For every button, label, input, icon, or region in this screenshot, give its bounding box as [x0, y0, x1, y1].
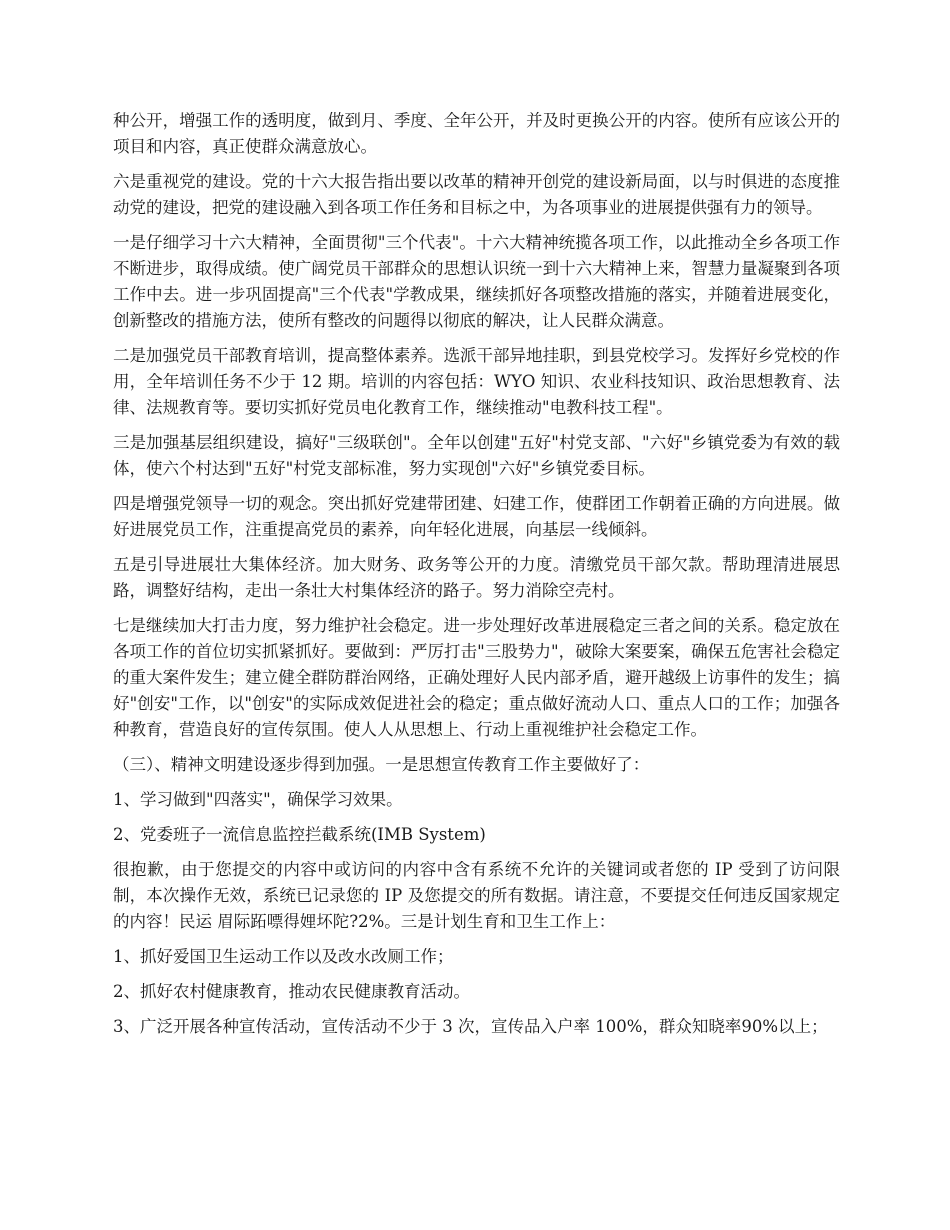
paragraph-collective-economy: 五是引导进展壮大集体经济。加大财务、政务等公开的力度。清缴党员干部欠款。帮助理清进展思路，调整好结构，走出一条壮大村集体经济的路子。努力消除空壳村。: [113, 555, 840, 600]
paragraph-blocked-notice: 很抱歉，由于您提交的内容中或访问的内容中含有系统不允许的关键词或者您的 IP 受到了访问限制，本次操作无效，系统已记录您的 IP 及您提交的所有数据。请注意，不要提交任何违反国家规定的内容！民运 眉际跖嘌得娌坏陀?2%。三是计划生育和卫生工作上：: [113, 860, 840, 931]
paragraph-disclosure: 种公开，增强工作的透明度，做到月、季度、全年公开，并及时更换公开的内容。使所有应该公开的项目和内容，真正使群众满意放心。: [113, 111, 840, 156]
paragraph-health-item-1: 1、抓好爱国卫生运动工作以及改水改厕工作；: [113, 947, 454, 966]
paragraph-party-building: 六是重视党的建设。党的十六大报告指出要以改革的精神开创党的建设新局面，以与时俱进的态度推动党的建设，把党的建设融入到各项工作任务和目标之中，为各项事业的进展提供强有力的领导。: [113, 172, 840, 217]
paragraph-list-item-1: 1、学习做到"四落实"，确保学习效果。: [113, 790, 403, 809]
paragraph-study-spirit: 一是仔细学习十六大精神，全面贯彻"三个代表"。十六大精神统揽各项工作，以此推动全乡各项工作不断进步，取得成绩。使广阔党员干部群众的思想认识统一到十六大精神上来，智慧力量凝聚到各项工作中去。进一步巩固提高"三个代表"学教成果，继续抓好各项整改措施的落实，并随着进展变化，创新整改的措施方法，使所有整改的问题得以彻底的解决，让人民群众满意。: [113, 233, 840, 330]
paragraph-spiritual-civilization: （三）、精神文明建设逐步得到加强。一是思想宣传教育工作主要做好了：: [113, 755, 650, 774]
paragraph-party-leadership: 四是增强党领导一切的观念。突出抓好党建带团建、妇建工作，使群团工作朝着正确的方向进展。做好进展党员工作，注重提高党员的素养，向年轻化进展，向基层一线倾斜。: [113, 494, 840, 539]
paragraph-list-item-2: 2、党委班子一流信息监控拦截系统(IMB System): [113, 825, 486, 844]
paragraph-grassroots-organization: 三是加强基层组织建设，搞好"三级联创"。全年以创建"五好"村党支部、"六好"乡镇党委为有效的载体，使六个村达到"五好"村党支部标准，努力实现创"六好"乡镇党委目标。: [113, 433, 840, 478]
document-body: [113, 108, 840, 1049]
paragraph-cadre-training: 二是加强党员干部教育培训，提高整体素养。选派干部异地挂职，到县党校学习。发挥好乡党校的作用，全年培训任务不少于 12 期。培训的内容包括：WYO 知识、农业科技知识、政治思想教育、法律、法规教育等。要切实抓好党员电化教育工作，继续推动"电教科技工程"。: [113, 346, 840, 417]
paragraph-health-item-3: 3、广泛开展各种宣传活动，宣传活动不少于 3 次，宣传品入户率 100%，群众知晓率90%以上；: [113, 1017, 828, 1036]
paragraph-health-item-2: 2、抓好农村健康教育，推动农民健康教育活动。: [113, 982, 470, 1001]
paragraph-social-stability: 七是继续加大打击力度，努力维护社会稳定。进一步处理好改革进展稳定三者之间的关系。稳定放在各项工作的首位切实抓紧抓好。要做到：严厉打击"三股势力"，破除大案要案，确保五危害社会稳定的重大案件发生；建立健全群防群治网络，正确处理好人民内部矛盾，避开越级上访事件的发生；搞好"创安"工作，以"创安"的实际成效促进社会的稳定；重点做好流动人口、重点人口的工作；加强各种教育，营造良好的宣传氛围。使人人从思想上、行动上重视维护社会稳定工作。: [113, 616, 840, 739]
